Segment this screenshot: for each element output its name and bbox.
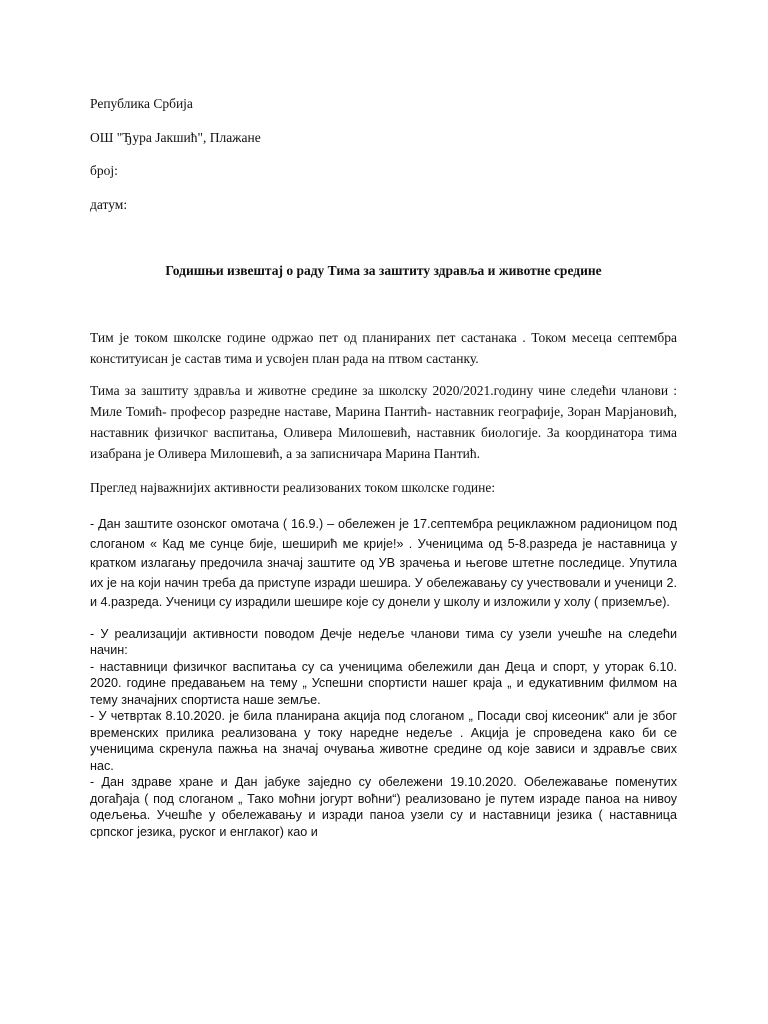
document-body [90,327,677,840]
paragraph-activities [90,626,677,841]
activity-line-sport: - наставници физичког васпитања су са ученицима обележили дан Деца и спорт, у уторак 6.10. 2020. године предавањем на тему „ Успешни спортисти нашег краја „ и едукативним филмом на тему значајних спортиста наше земље. [90,659,677,707]
header-number-label: број: [90,163,118,178]
header-school: ОШ "Ђура Јакшић", Плажане [90,130,261,145]
header-country: Република Србија [90,96,193,111]
header-date-label: датум: [90,197,128,212]
paragraph-members: Тима за заштиту здравља и животне средине за школску 2020/2021.годину чине следећи чланови : Миле Томић- професор разредне наставе, Марина Пантић- наставник географије, Зоран Марјановић, наставник физичког васпитања, Оливера Милошевић, наставник биологије. За координатора тима изабрана је Оливера Милошевић, а за записничара Марина Пантић. [90,383,677,461]
activity-line-oxygen: - У четвртак 8.10.2020. је била планирана акција под слоганом „ Посади свој кисеоник“ али је због временских прилика реализована у току наредне недеље . Акција је спроведена како би се ученицима скренула пажња на значај очувања животне средине од које зависи и здравље свих нас. [90,709,677,773]
paragraph-overview: Преглед најважнијих активности реализованих током школске године: [90,480,496,495]
activity-line-healthy-food: - Дан здраве хране и Дан јабуке заједно су обележени 19.10.2020. Обележавање поменутих догађаја ( под слоганом „ Тако моћни јогурт воћни“) реализовано је путем израде паноа на нивоу одељења. Учешће у обележавању и изради паноа узели су и наставници језика ( наставница српског језика, руског и енглаког) као и [90,775,677,839]
document-title: Годишњи извештај о раду Тима за заштиту здравља и животне средине [165,263,602,278]
activity-line-childrens-week: - У реализацији активности поводом Дечје недеље чланови тима су узели учешће на следећи начин: [90,626,677,657]
paragraph-ozone-day: - Дан заштите озонског омотача ( 16.9.) – обележен је 17.септембра рециклажном радионицом под слоганом « Кад ме сунце бије, шеширић ме крије!» . Ученицима од 5-8.разреда је наставница у кратком излагању предочила значај заштите од УВ зрачења и његове штетне последице. Упутила их је на који начин треба да приступе изради шешира. У обележавању су учествовали и ученици 2. и 4.разреда. Ученици су израдили шешире које су донели у школу и изложили у холу ( приземље). [90,517,677,609]
paragraph-meetings: Тим је током школске године одржао пет од планираних пет састанака . Током месеца септембра конституисан је састав тима и усвојен план рада на птвом састанку. [90,330,677,366]
